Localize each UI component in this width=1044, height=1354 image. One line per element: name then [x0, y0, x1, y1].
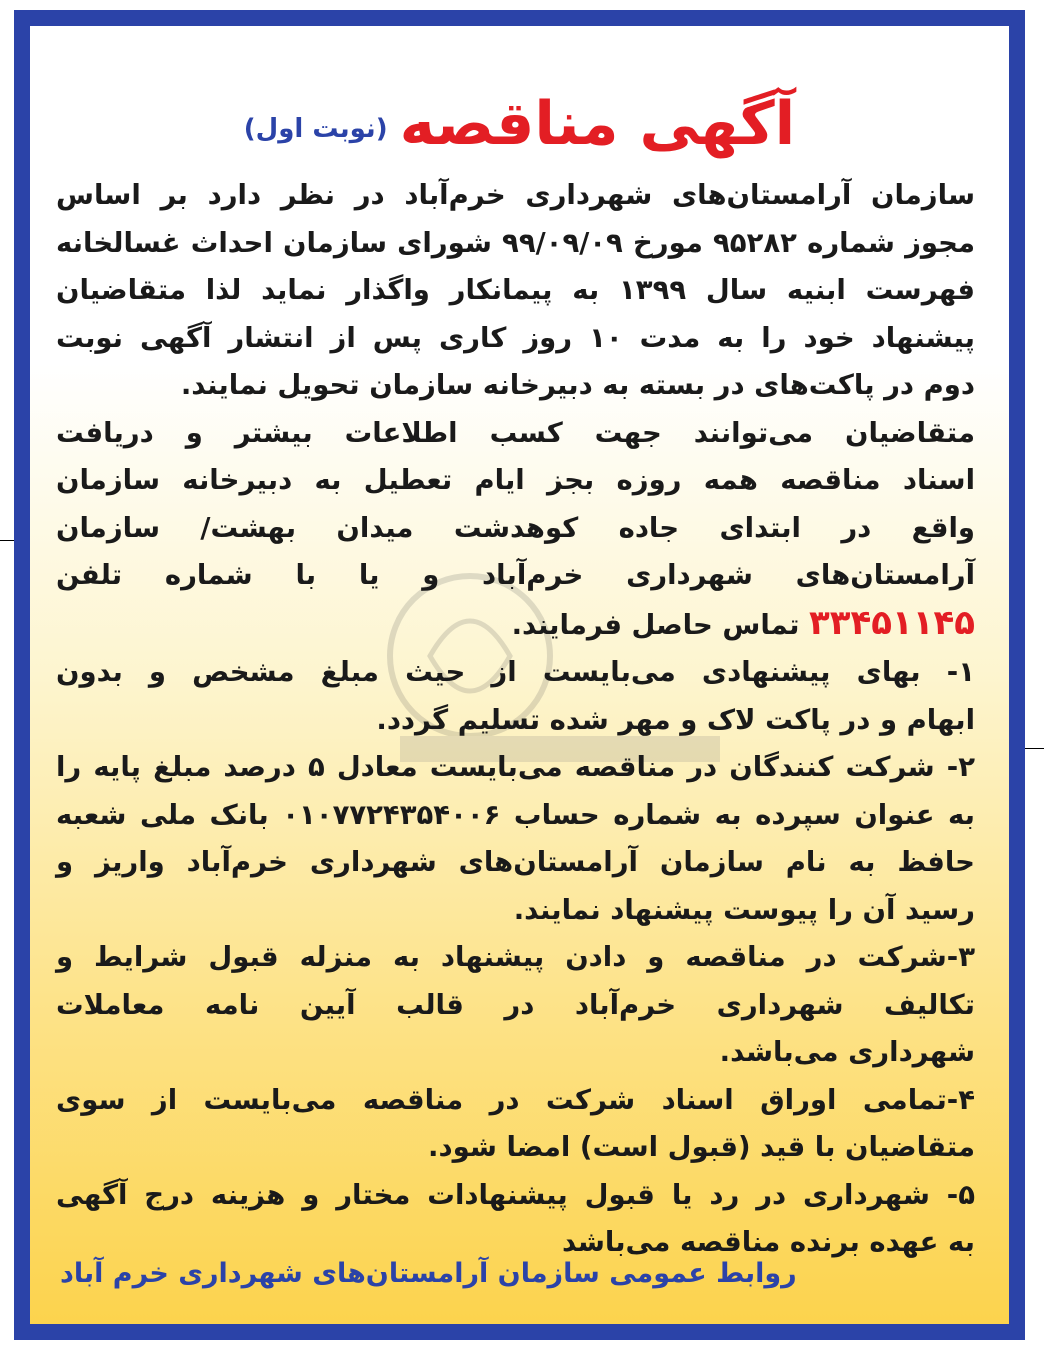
phone-number: ۳۳۴۵۱۱۴۵	[808, 602, 975, 643]
condition-line: تکالیف شهرداری خرم‌آباد در قالب آیین نامه معاملات	[56, 988, 975, 1021]
phone-line-text: تماس حاصل فرمایند.	[511, 608, 800, 641]
condition-line: ۲- شرکت کنندگان در مناقصه می‌بایست معادل ۵ درصد مبلغ پایه را	[56, 751, 975, 783]
crop-mark-right	[1025, 748, 1044, 749]
crop-mark-left	[0, 540, 14, 541]
body-line: سازمان آرامستان‌های شهرداری خرم‌آباد در نظر دارد بر اساس	[56, 179, 975, 211]
condition-line: متقاضیان با قید (قبول است) امضا شود.	[428, 1131, 975, 1163]
condition-line: ۵- شهرداری در رد یا قبول پیشنهادات مختار و هزینه درج آگهی	[56, 1178, 975, 1211]
condition-line: ۴-تمامی اوراق اسناد شرکت در مناقصه می‌بایست از سوی	[56, 1083, 975, 1116]
phone-line	[56, 600, 975, 650]
condition-line: حافظ به نام سازمان آرامستان‌های شهرداری خرم‌آباد واریز و	[56, 846, 975, 878]
notice-signature: روابط عمومی سازمان آرامستان‌های شهرداری خرم آباد	[60, 1258, 797, 1289]
notice-subtitle: (نوبت اول)	[243, 114, 388, 144]
body-line: اسناد مناقصه همه روزه بجز ایام تعطیل به دبیرخانه سازمان	[56, 464, 975, 496]
condition-line: شهرداری می‌باشد.	[719, 1036, 975, 1068]
condition-line: رسید آن را پیوست پیشنهاد نمایند.	[513, 893, 975, 926]
body-line: مجوز شماره ۹۵۲۸۲ مورخ ۹۹/۰۹/۰۹ شورای سازمان احداث غسالخانه	[56, 226, 975, 259]
condition-line: ۱- بهای پیشنهادی می‌بایست از حیث مبلغ مشخص و بدون	[56, 656, 975, 688]
body-line: دوم در پاکت‌های در بسته به دبیرخانه سازمان تحویل نمایند.	[180, 369, 975, 401]
condition-line: به عنوان سپرده به شماره حساب ۰۱۰۷۷۲۴۳۵۴۰۰۶ بانک ملی شعبه	[56, 798, 975, 831]
condition-line: به عهده برنده مناقصه می‌باشد	[561, 1226, 975, 1258]
notice-title: آگهی مناقصه	[399, 89, 796, 159]
body-line: آرامستان‌های شهرداری خرم‌آباد و یا با شماره تلفن	[56, 559, 975, 591]
body-line: فهرست ابنیه سال ۱۳۹۹ به پیمانکار واگذار نماید لذا متقاضیان	[56, 274, 975, 306]
body-line: متقاضیان می‌توانند جهت کسب اطلاعات بیشتر و دریافت	[56, 416, 975, 449]
body-line: واقع در ابتدای جاده کوهدشت میدان بهشت/ سازمان	[56, 511, 975, 544]
notice-body	[56, 172, 975, 1267]
tender-notice-frame	[14, 10, 1025, 1340]
body-line: پیشنهاد خود را به مدت ۱۰ روز کاری پس از انتشار آگهی نوبت	[56, 321, 976, 354]
condition-line: ابهام و در پاکت لاک و مهر شده تسلیم گردد.	[376, 703, 975, 736]
notice-header	[30, 54, 1009, 159]
condition-line: ۳-شرکت در مناقصه و دادن پیشنهاد به منزله قبول شرایط و	[56, 941, 975, 973]
